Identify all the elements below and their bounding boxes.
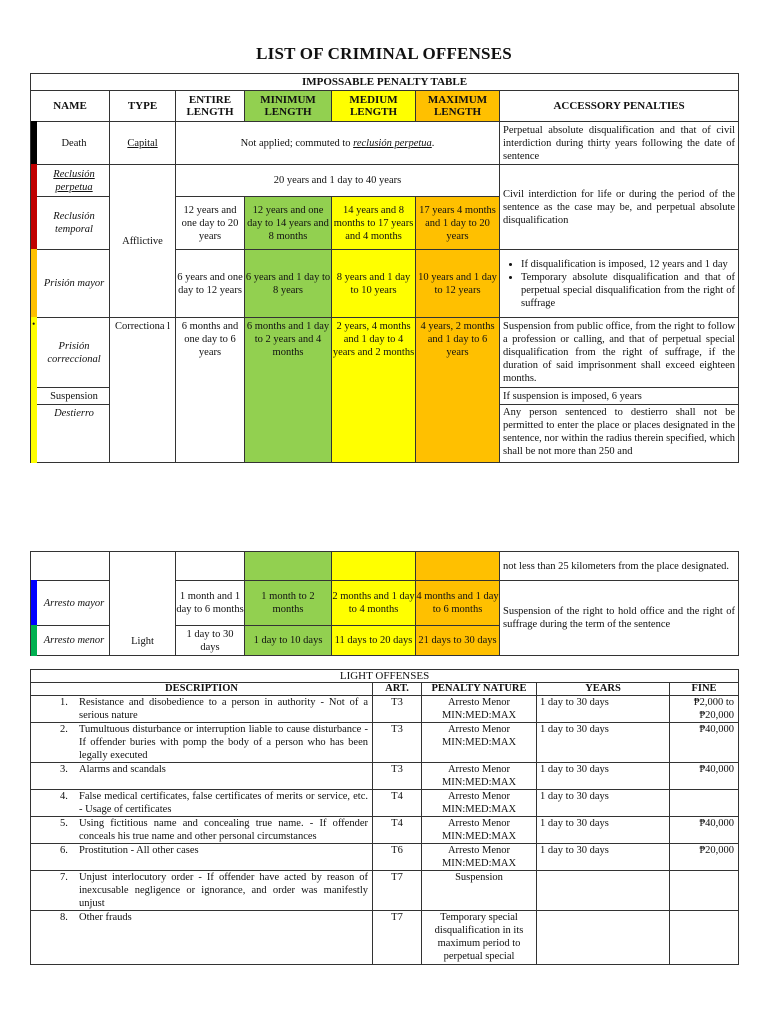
offense-fine: [670, 871, 739, 911]
offense-fine: ₱2,000 to ₱20,000: [670, 696, 739, 723]
table-row: [31, 871, 739, 911]
offense-penalty: Arresto Menor MIN:MED:MAX: [422, 696, 537, 723]
offense-penalty: Arresto Menor MIN:MED:MAX: [422, 817, 537, 844]
row-reclusion-accessory: Civil interdiction for life or during the period of the sentence as the case may be, and perpetual absolute disqualification: [500, 165, 739, 250]
lo-header-art: ART.: [373, 683, 422, 696]
offense-years: [537, 871, 670, 911]
offense-years: 1 day to 30 days: [537, 817, 670, 844]
continued-type-cell: [110, 552, 176, 656]
offense-article: T6: [373, 844, 422, 871]
row-prision-mayor-minimum: 6 years and 1 day to 8 years: [245, 250, 332, 318]
header-medium-length: MEDIUM LENGTH: [332, 91, 416, 122]
offense-description: 6. Prostitution - All other cases: [31, 844, 373, 871]
offense-fine: ₱40,000: [670, 817, 739, 844]
row-prision-mayor-accessory: [500, 250, 739, 318]
table-row: [31, 696, 739, 723]
penalty-table-continued: [30, 551, 739, 656]
document-title: LIST OF CRIMINAL OFFENSES: [256, 44, 512, 63]
table-row: [31, 844, 739, 871]
table-row: [31, 763, 739, 790]
continued-empty-cell: [176, 552, 245, 581]
header-accessory-penalties: ACCESSORY PENALTIES: [500, 91, 739, 122]
header-name: NAME: [31, 91, 110, 122]
penalty-table: [30, 73, 739, 463]
offense-article: T7: [373, 911, 422, 965]
lo-header-years: YEARS: [537, 683, 670, 696]
offense-penalty: Suspension: [422, 871, 537, 911]
prision-mayor-accessory-item: • Temporary absolute disqualification and that of perpetual special disqualification from the right of suffrage: [521, 271, 735, 310]
row-arresto-menor-name: Arresto menor: [31, 626, 110, 656]
prision-mayor-stripe: [31, 249, 37, 318]
offense-description: 7. Unjust interlocutory order - If offender have acted by reason of inexcusable negligence or ignorance, and order was manifestly unjust: [31, 871, 373, 911]
offense-description: 2. Tumultuous disturbance or interruption liable to cause disturbance - If offender buries with pomp the body of a person who has been legally executed: [31, 723, 373, 763]
row-death-name: Death: [31, 122, 110, 165]
row-arresto-menor-medium: 11 days to 20 days: [332, 626, 416, 656]
row-prision-mayor-entire: 6 years and one day to 12 years: [176, 250, 245, 318]
offense-years: 1 day to 30 days: [537, 844, 670, 871]
row-destierro-accessory-continued: not less than 25 kilometers from the place designated.: [500, 552, 739, 581]
table-row: [31, 790, 739, 817]
lo-header-penalty-nature: PENALTY NATURE: [422, 683, 537, 696]
row-arresto-mayor-entire: 1 month and 1 day to 6 months: [176, 581, 245, 626]
offense-description: 1. Resistance and disobedience to a person in authority - Not of a serious nature: [31, 696, 373, 723]
row-prision-correccional-medium: 2 years, 4 months and 1 day to 4 years and 2 months: [332, 318, 416, 463]
offense-description: 5. Using fictitious name and concealing true name. - If offender conceals his true name and other personal circumstances: [31, 817, 373, 844]
arresto-menor-stripe: [31, 625, 37, 656]
header-entire-length: ENTIRE LENGTH: [176, 91, 245, 122]
offense-fine: [670, 790, 739, 817]
header-minimum-length: MINIMUM LENGTH: [245, 91, 332, 122]
type-afflictive: Afflictive: [110, 165, 176, 318]
row-death-type: Capital: [110, 122, 176, 165]
offense-years: 1 day to 30 days: [537, 763, 670, 790]
row-suspension-accessory: If suspension is imposed, 6 years: [500, 388, 739, 405]
light-offenses-table: [30, 669, 739, 965]
row-arresto-menor-minimum: 1 day to 10 days: [245, 626, 332, 656]
row-prision-correccional-accessory: Suspension from public office, from the right to follow a profession or calling, and that of perpetual special disqualification from the right of suffrage, if the duration of said imprisonment shall exceed eighteen months.: [500, 318, 739, 388]
type-correccional: Correctiona l: [110, 318, 176, 463]
offense-penalty: Temporary special disqualification in its maximum period to perpetual special: [422, 911, 537, 965]
offense-article: T3: [373, 723, 422, 763]
reclusion-temporal-stripe: [31, 196, 37, 250]
offense-article: T4: [373, 790, 422, 817]
offense-fine: [670, 911, 739, 965]
offense-years: 1 day to 30 days: [537, 723, 670, 763]
row-reclusion-temporal-minimum: 12 years and one day to 14 years and 8 months: [245, 197, 332, 250]
row-reclusion-temporal-name: Reclusión temporal: [31, 197, 110, 250]
offense-article: T3: [373, 763, 422, 790]
table-row: [31, 911, 739, 965]
arresto-mayor-stripe: [31, 580, 37, 626]
row-prision-correccional-entire: 6 months and one day to 6 years: [176, 318, 245, 463]
row-reclusion-temporal-entire: 12 years and one day to 20 years: [176, 197, 245, 250]
offense-years: 1 day to 30 days: [537, 790, 670, 817]
offense-article: T7: [373, 871, 422, 911]
offense-article: T4: [373, 817, 422, 844]
row-reclusion-perpetua-name: Reclusión perpetua: [31, 165, 110, 197]
row-prision-mayor-maximum: 10 years and 1 day to 12 years: [416, 250, 500, 318]
continued-minimum-cell: [245, 552, 332, 581]
reclusion-color-stripe: [31, 164, 37, 197]
offense-description: 8. Other frauds: [31, 911, 373, 965]
table-row: [31, 817, 739, 844]
prision-mayor-accessory-item: • If disqualification is imposed, 12 years and 1 day: [521, 258, 735, 271]
row-arresto-mayor-medium: 2 months and 1 day to 4 months: [332, 581, 416, 626]
offense-penalty: Arresto Menor MIN:MED:MAX: [422, 723, 537, 763]
row-reclusion-temporal-maximum: 17 years 4 months and 1 day to 20 years: [416, 197, 500, 250]
type-light: Light: [131, 636, 154, 647]
row-reclusion-temporal-medium: 14 years and 8 months to 17 years and 4 months: [332, 197, 416, 250]
continued-maximum-cell: [416, 552, 500, 581]
offense-article: T3: [373, 696, 422, 723]
row-prision-correccional-minimum: 6 months and 1 day to 2 years and 4 months: [245, 318, 332, 463]
row-prision-mayor-medium: 8 years and 1 day to 10 years: [332, 250, 416, 318]
row-arresto-mayor-minimum: 1 month to 2 months: [245, 581, 332, 626]
bullet-marker: •: [32, 319, 36, 329]
header-maximum-length: MAXIMUM LENGTH: [416, 91, 500, 122]
lo-header-fine: FINE: [670, 683, 739, 696]
header-type: TYPE: [110, 91, 176, 122]
row-arresto-accessory: Suspension of the right to hold office and the right of suffrage during the term of the sentence: [500, 581, 739, 656]
suspension-stripe: [31, 387, 37, 405]
offense-years: 1 day to 30 days: [537, 696, 670, 723]
table-row: [31, 723, 739, 763]
offense-description: 4. False medical certificates, false certificates of merits or service, etc. - Usage of certificates: [31, 790, 373, 817]
lo-header-description: DESCRIPTION: [31, 683, 373, 696]
continued-empty-cell: [31, 552, 110, 581]
offense-penalty: Arresto Menor MIN:MED:MAX: [422, 844, 537, 871]
offense-fine: ₱40,000: [670, 723, 739, 763]
row-arresto-menor-maximum: 21 days to 30 days: [416, 626, 500, 656]
row-arresto-menor-entire: 1 day to 30 days: [176, 626, 245, 656]
row-arresto-mayor-maximum: 4 months and 1 day to 6 months: [416, 581, 500, 626]
offense-penalty: Arresto Menor MIN:MED:MAX: [422, 763, 537, 790]
row-prision-correccional-maximum: 4 years, 2 months and 1 day to 6 years: [416, 318, 500, 463]
penalty-table-banner: IMPOSSABLE PENALTY TABLE: [31, 74, 739, 91]
row-death-not-applied: Not applied; commuted to reclusión perpetua.: [176, 122, 500, 165]
row-arresto-mayor-name: Arresto mayor: [31, 581, 110, 626]
destierro-stripe: [31, 404, 37, 463]
row-destierro-name: Destierro: [31, 405, 110, 463]
light-offenses-banner: LIGHT OFFENSES: [31, 670, 739, 683]
row-suspension-name: Suspension: [31, 388, 110, 405]
row-death-accessory: Perpetual absolute disqualification and that of civil interdiction during thirty years following the date of sentence: [500, 122, 739, 165]
offense-years: [537, 911, 670, 965]
continued-medium-cell: [332, 552, 416, 581]
offense-fine: ₱20,000: [670, 844, 739, 871]
offense-fine: ₱40,000: [670, 763, 739, 790]
row-prision-correccional-name: • Prisión correccional: [31, 318, 110, 388]
row-destierro-accessory: Any person sentenced to destierro shall not be permitted to enter the place or places designated in the sentence, nor within the radius therein specified, which shall be not more than 250 and: [500, 405, 739, 463]
row-prision-mayor-name: Prisión mayor: [31, 250, 110, 318]
death-color-stripe: [31, 121, 37, 165]
offense-penalty: Arresto Menor MIN:MED:MAX: [422, 790, 537, 817]
offense-description: 3. Alarms and scandals: [31, 763, 373, 790]
row-reclusion-perpetua-range: 20 years and 1 day to 40 years: [176, 165, 500, 197]
